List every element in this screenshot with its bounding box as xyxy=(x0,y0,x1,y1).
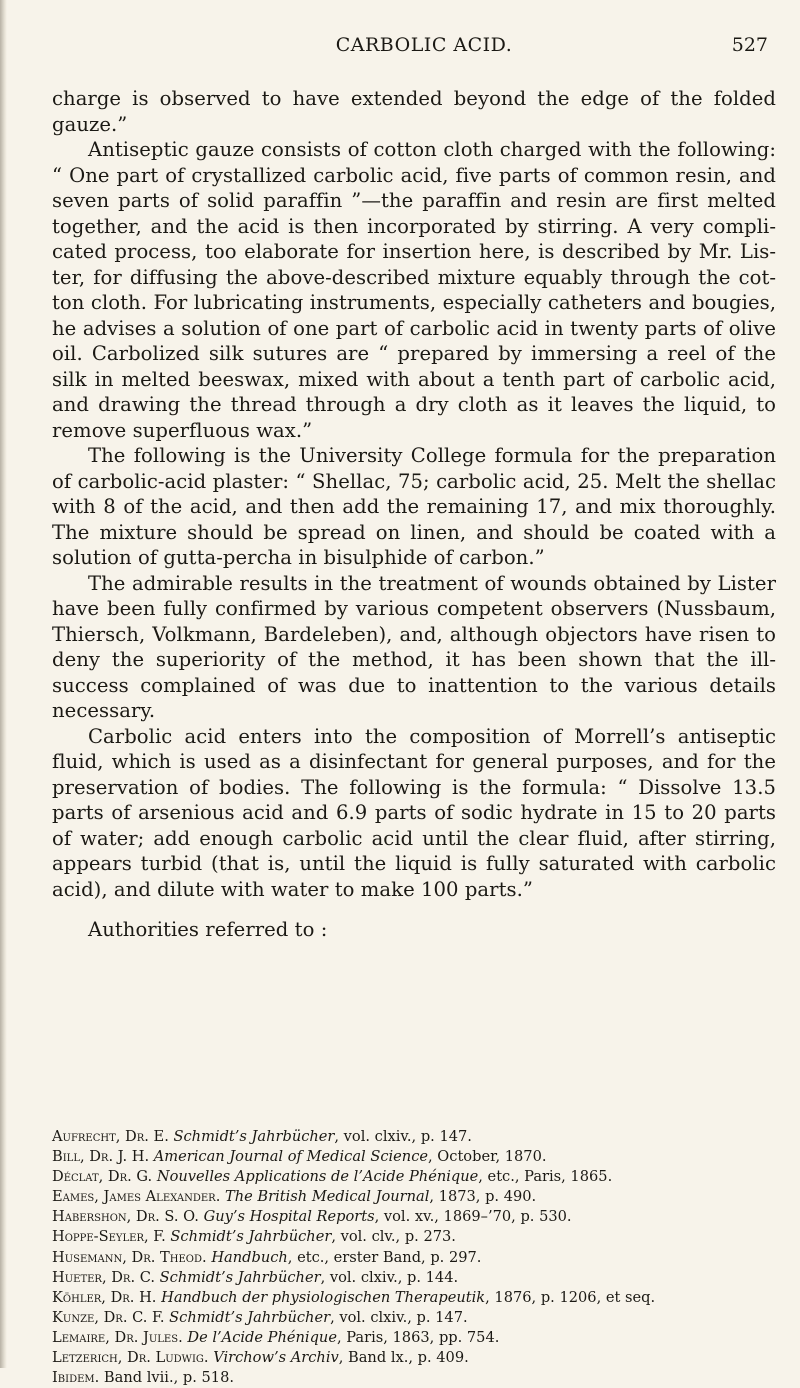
reference-details: , Paris, 1863, pp. 754. xyxy=(336,1328,500,1346)
reference-publication: Schmidt’s Jahrbücher xyxy=(173,1128,335,1145)
reference-author: Habershon, Dr. S. O. xyxy=(52,1208,199,1226)
reference-details: , Band lx., p. 409. xyxy=(338,1349,469,1367)
reference-publication: Schmidt’s Jahrbücher xyxy=(159,1268,321,1286)
reference-publication: De l’Acide Phénique xyxy=(187,1328,337,1346)
reference-entry xyxy=(52,1348,776,1368)
reference-publication: Schmidt’s Jahrbücher xyxy=(169,1308,331,1326)
reference-publication: Handbuch xyxy=(211,1248,288,1266)
reference-publication: Virchow’s Archiv xyxy=(213,1349,339,1367)
reference-entry xyxy=(52,1248,776,1268)
reference-entry xyxy=(52,1288,776,1308)
reference-entry xyxy=(52,1227,776,1247)
paragraph: The following is the University College formula for the preparation of carbolic-acid plaster: “ Shellac, 75; carbolic acid, 25. Melt the shellac with 8 of the acid, and then add the remaining 17, and mix thoroughly. The mixture should be spread on linen, and should be coated with a solution of gutta-percha in bisulphide of carbon.” xyxy=(52,444,776,569)
reference-entry xyxy=(52,1207,776,1227)
reference-author: Aufrecht, Dr. E. xyxy=(52,1128,169,1145)
reference-entry xyxy=(52,1368,776,1388)
reference-publication: The British Medical Journal xyxy=(224,1188,430,1206)
reference-details: , etc., Paris, 1865. xyxy=(478,1168,613,1186)
paragraph: Antiseptic gauze consists of cotton cloth charged with the following: “ One part of crystallized carbolic acid, five parts of common resin, and seven parts of solid paraffin ”—the paraffin and resin are first melted together, and the acid is then incorporated by stirring. A very complicated process, too elaborate for insertion here, is described by Mr. Lister, for diffusing the above-described mixture equably through the cotton cloth. For lubricating instruments, especially catheters and bougies, he advises a solution of one part of carbolic acid in twenty parts of olive oil. Carbolized silk sutures are “ prepared by immersing a reel of the silk in melted beeswax, mixed with about a tenth part of carbolic acid, and drawing the thread through a dry cloth as it leaves the liquid, to remove superfluous wax.” xyxy=(52,138,776,442)
reference-publication: American Journal of Medical Science xyxy=(153,1148,429,1166)
reference-author: Husemann, Dr. Theod. xyxy=(52,1248,207,1266)
running-title: CARBOLIC ACID. xyxy=(335,34,513,56)
reference-entry xyxy=(52,1187,776,1207)
page-binding-edge xyxy=(0,0,7,1368)
page-number: 527 xyxy=(731,34,768,56)
reference-publication: Handbuch der physiologischen Therapeutik xyxy=(161,1288,486,1306)
reference-list xyxy=(52,1127,776,1388)
reference-entry xyxy=(52,1308,776,1328)
paragraph: Carbolic acid enters into the composition of Morrell’s antiseptic fluid, which is used as a disinfectant for general purposes, and for the preservation of bodies. The following is the formula: “ Dissolve 13.5 parts of arsenious acid and 6.9 parts of sodic hydrate in 15 to 20 parts of water; add enough carbolic acid until the clear fluid, after stirring, appears turbid (that is, until the liquid is fully saturated with carbolic acid), and dilute with water to make 100 parts.” xyxy=(52,724,776,901)
reference-entry xyxy=(52,1268,776,1288)
reference-details: , 1873, p. 490. xyxy=(429,1188,537,1206)
reference-author: Bill, Dr. J. H. xyxy=(52,1148,150,1166)
reference-details: , vol. clxiv., p. 147. xyxy=(334,1128,472,1145)
reference-details: , etc., erster Band, p. 297. xyxy=(287,1248,482,1266)
reference-publication: Schmidt’s Jahrbücher xyxy=(170,1228,332,1246)
reference-details: , October, 1870. xyxy=(428,1148,547,1166)
body-text xyxy=(52,86,776,943)
reference-details: , vol. clv., p. 273. xyxy=(331,1228,456,1246)
reference-publication: Guy’s Hospital Reports xyxy=(203,1208,375,1226)
reference-details: , vol. clxiv., p. 144. xyxy=(320,1268,459,1286)
running-head xyxy=(80,34,768,64)
reference-entry xyxy=(52,1167,776,1187)
reference-author: Kunze, Dr. C. F. xyxy=(52,1308,165,1326)
reference-author: Köhler, Dr. H. xyxy=(52,1288,157,1306)
reference-author: Ibidem. xyxy=(52,1369,100,1387)
reference-author: Letzerich, Dr. Ludwig. xyxy=(52,1349,209,1367)
reference-author: Hoppe-Seyler, F. xyxy=(52,1228,166,1246)
reference-publication: Nouvelles Applications de l’Acide Phénique xyxy=(156,1168,479,1186)
reference-entry xyxy=(52,1127,776,1147)
reference-entry xyxy=(52,1328,776,1348)
reference-author: Lemaire, Dr. Jules. xyxy=(52,1328,183,1346)
reference-author: Déclat, Dr. G. xyxy=(52,1168,153,1186)
reference-author: Eames, James Alexander. xyxy=(52,1188,221,1206)
reference-entry xyxy=(52,1147,776,1167)
paragraph: charge is observed to have extended beyond the edge of the folded gauze.” xyxy=(52,87,776,136)
reference-details: , vol. xv., 1869–’70, p. 530. xyxy=(374,1208,572,1226)
reference-author: Hueter, Dr. C. xyxy=(52,1268,156,1286)
reference-details: , vol. clxiv., p. 147. xyxy=(330,1308,468,1326)
authorities-heading: Authorities referred to : xyxy=(88,918,328,941)
reference-details: Band lvii., p. 518. xyxy=(103,1369,234,1387)
reference-details: , 1876, p. 1206, et seq. xyxy=(485,1288,656,1306)
paragraph: The admirable results in the treatment of wounds obtained by Lister have been fully confirmed by various competent observers (Nussbaum, Thiersch, Volkmann, Bardeleben), and, although objectors have risen to deny the superiority of the method, it has been shown that the ill-success complained of was due to inattention to the various details necessary. xyxy=(52,571,776,722)
